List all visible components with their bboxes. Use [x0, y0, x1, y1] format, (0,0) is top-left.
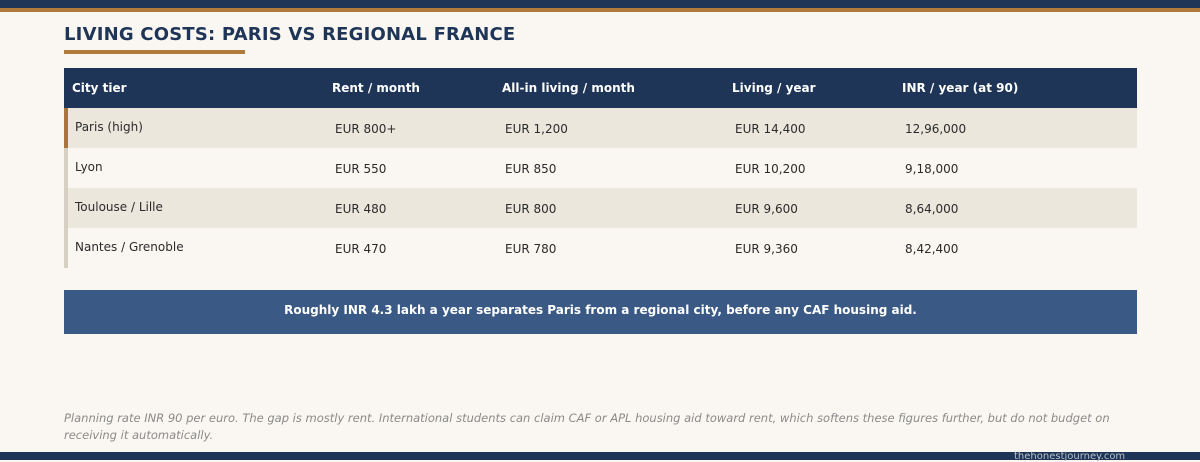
cell-inr: 8,42,400: [905, 242, 959, 256]
cell-year: EUR 9,600: [735, 202, 798, 216]
cell-allin: EUR 1,200: [505, 122, 568, 136]
cell-allin: EUR 780: [505, 242, 557, 256]
table-row: [64, 228, 1137, 268]
table-row: [64, 188, 1137, 228]
cell-city: Toulouse / Lille: [75, 200, 163, 214]
cell-inr: 12,96,000: [905, 122, 967, 136]
table-row: [64, 108, 1137, 148]
cell-city: Lyon: [75, 160, 103, 174]
cell-rent: EUR 470: [335, 242, 387, 256]
top-gold-stripe: [0, 8, 1200, 12]
header-allin-month: All-in living / month: [502, 81, 635, 95]
table-header: [64, 68, 1137, 108]
cell-inr: 9,18,000: [905, 162, 959, 176]
cell-allin: EUR 850: [505, 162, 557, 176]
header-inr-year: INR / year (at 90): [902, 81, 1019, 95]
row-marker: [64, 228, 68, 268]
site-watermark: thehonestjourney.com: [1014, 451, 1126, 462]
footnote: Planning rate INR 90 per euro. The gap is mostly rent. International students can claim CAF or APL housing aid toward rent, which softens these figures further, but do not budget on receiving it automatically.: [64, 411, 1110, 442]
cell-city: Paris (high): [75, 120, 143, 134]
cell-year: EUR 10,200: [735, 162, 806, 176]
table-row: [64, 148, 1137, 188]
cell-year: EUR 9,360: [735, 242, 798, 256]
row-highlight-marker: [64, 108, 68, 148]
cell-city: Nantes / Grenoble: [75, 240, 184, 254]
title-underline: [64, 50, 245, 54]
page-title: LIVING COSTS: PARIS VS REGIONAL FRANCE: [64, 24, 516, 45]
cell-year: EUR 14,400: [735, 122, 806, 136]
header-city-tier: City tier: [72, 81, 127, 95]
row-marker: [64, 148, 68, 188]
cell-allin: EUR 800: [505, 202, 557, 216]
header-rent-month: Rent / month: [332, 81, 420, 95]
summary-callout: Roughly INR 4.3 lakh a year separates Paris from a regional city, before any CAF housing aid.: [64, 290, 1137, 334]
top-accent-bar: [0, 0, 1200, 8]
cell-rent: EUR 480: [335, 202, 387, 216]
cell-rent: EUR 800+: [335, 122, 397, 136]
header-living-year: Living / year: [732, 81, 816, 95]
cost-table: [64, 68, 1137, 268]
cell-rent: EUR 550: [335, 162, 387, 176]
cell-inr: 8,64,000: [905, 202, 959, 216]
row-marker: [64, 188, 68, 228]
